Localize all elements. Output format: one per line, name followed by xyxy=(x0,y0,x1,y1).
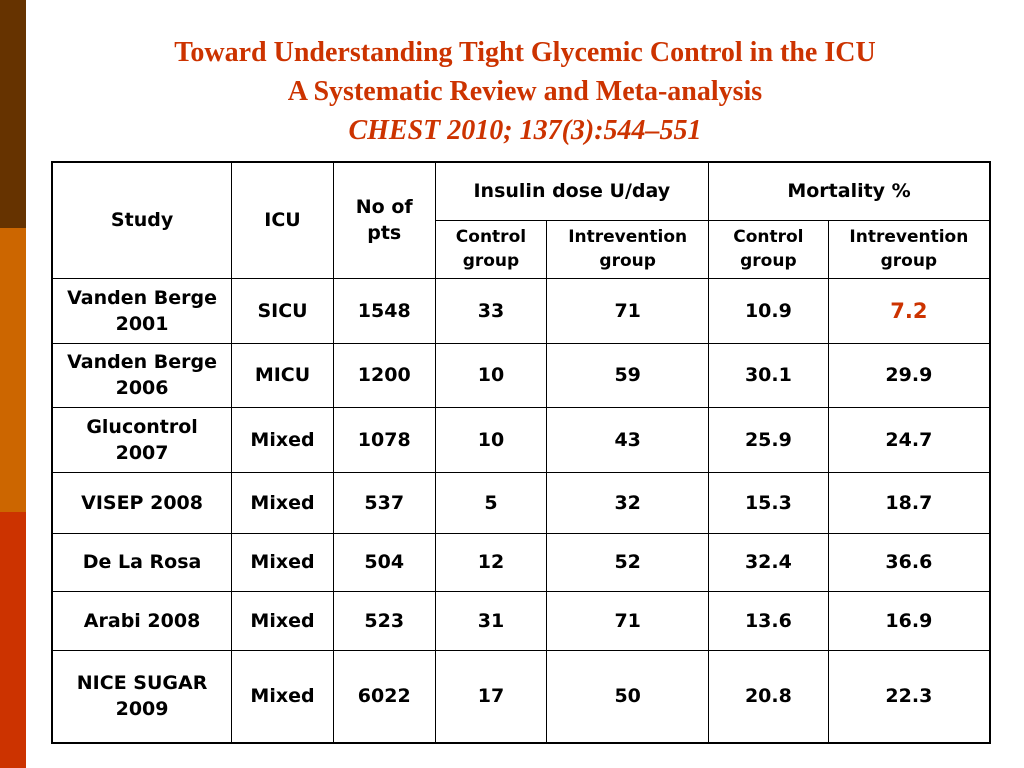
cell-icu: Mixed xyxy=(232,473,334,534)
cell-mortality-intervention: 18.7 xyxy=(828,473,990,534)
cell-mortality-control: 30.1 xyxy=(709,344,829,408)
decor-bar-middle xyxy=(0,228,26,512)
cell-mortality-control: 25.9 xyxy=(709,407,829,473)
cell-study: Vanden Berge 2001 xyxy=(52,278,232,344)
header-no-of-pts: No of pts xyxy=(333,162,435,278)
table-row xyxy=(52,344,990,408)
title-line-2: A Systematic Review and Meta-analysis xyxy=(287,76,763,107)
cell-insulin-intervention: 50 xyxy=(547,650,709,743)
title-line-1: Toward Understanding Tight Glycemic Control in the ICU xyxy=(174,37,876,68)
cell-mortality-intervention: 22.3 xyxy=(828,650,990,743)
cell-icu: SICU xyxy=(232,278,334,344)
cell-icu: MICU xyxy=(232,344,334,408)
cell-mortality-control: 20.8 xyxy=(709,650,829,743)
cell-study: Glucontrol 2007 xyxy=(52,407,232,473)
cell-insulin-control: 33 xyxy=(435,278,547,344)
cell-mortality-intervention: 24.7 xyxy=(828,407,990,473)
cell-mortality-control: 13.6 xyxy=(709,592,829,651)
slide-title xyxy=(26,33,1024,150)
cell-pts: 537 xyxy=(333,473,435,534)
cell-insulin-intervention: 71 xyxy=(547,592,709,651)
header-mortality-control: Control group xyxy=(709,220,829,278)
cell-insulin-control: 31 xyxy=(435,592,547,651)
cell-study: NICE SUGAR 2009 xyxy=(52,650,232,743)
title-citation: CHEST 2010; 137(3):544–551 xyxy=(348,115,702,146)
cell-icu: Mixed xyxy=(232,407,334,473)
cell-insulin-intervention: 52 xyxy=(547,533,709,592)
table-row xyxy=(52,473,990,534)
study-table xyxy=(51,161,991,744)
cell-mortality-intervention: 7.2 xyxy=(828,278,990,344)
cell-pts: 523 xyxy=(333,592,435,651)
decor-bar-bottom xyxy=(0,512,26,768)
header-insulin-intervention: Intrevention group xyxy=(547,220,709,278)
table-row xyxy=(52,592,990,651)
cell-mortality-intervention: 36.6 xyxy=(828,533,990,592)
header-icu: ICU xyxy=(232,162,334,278)
cell-study: Vanden Berge 2006 xyxy=(52,344,232,408)
cell-mortality-control: 10.9 xyxy=(709,278,829,344)
cell-pts: 1078 xyxy=(333,407,435,473)
cell-study: Arabi 2008 xyxy=(52,592,232,651)
table-row xyxy=(52,407,990,473)
table-row xyxy=(52,650,990,743)
cell-insulin-control: 10 xyxy=(435,344,547,408)
cell-icu: Mixed xyxy=(232,592,334,651)
header-mortality-intervention: Intrevention group xyxy=(828,220,990,278)
cell-mortality-control: 32.4 xyxy=(709,533,829,592)
cell-insulin-intervention: 59 xyxy=(547,344,709,408)
cell-insulin-control: 10 xyxy=(435,407,547,473)
cell-icu: Mixed xyxy=(232,650,334,743)
cell-study: VISEP 2008 xyxy=(52,473,232,534)
cell-insulin-intervention: 32 xyxy=(547,473,709,534)
cell-study: De La Rosa xyxy=(52,533,232,592)
table-row xyxy=(52,533,990,592)
cell-pts: 504 xyxy=(333,533,435,592)
cell-mortality-control: 15.3 xyxy=(709,473,829,534)
cell-mortality-intervention: 29.9 xyxy=(828,344,990,408)
header-mortality: Mortality % xyxy=(709,162,990,220)
cell-pts: 1548 xyxy=(333,278,435,344)
header-insulin-control: Control group xyxy=(435,220,547,278)
cell-icu: Mixed xyxy=(232,533,334,592)
table-row xyxy=(52,278,990,344)
cell-insulin-intervention: 43 xyxy=(547,407,709,473)
cell-mortality-intervention: 16.9 xyxy=(828,592,990,651)
cell-insulin-intervention: 71 xyxy=(547,278,709,344)
header-insulin-dose: Insulin dose U/day xyxy=(435,162,708,220)
cell-pts: 1200 xyxy=(333,344,435,408)
cell-insulin-control: 17 xyxy=(435,650,547,743)
decor-bar-top xyxy=(0,0,26,228)
header-study: Study xyxy=(52,162,232,278)
cell-insulin-control: 5 xyxy=(435,473,547,534)
cell-insulin-control: 12 xyxy=(435,533,547,592)
table-body xyxy=(52,278,990,743)
cell-pts: 6022 xyxy=(333,650,435,743)
